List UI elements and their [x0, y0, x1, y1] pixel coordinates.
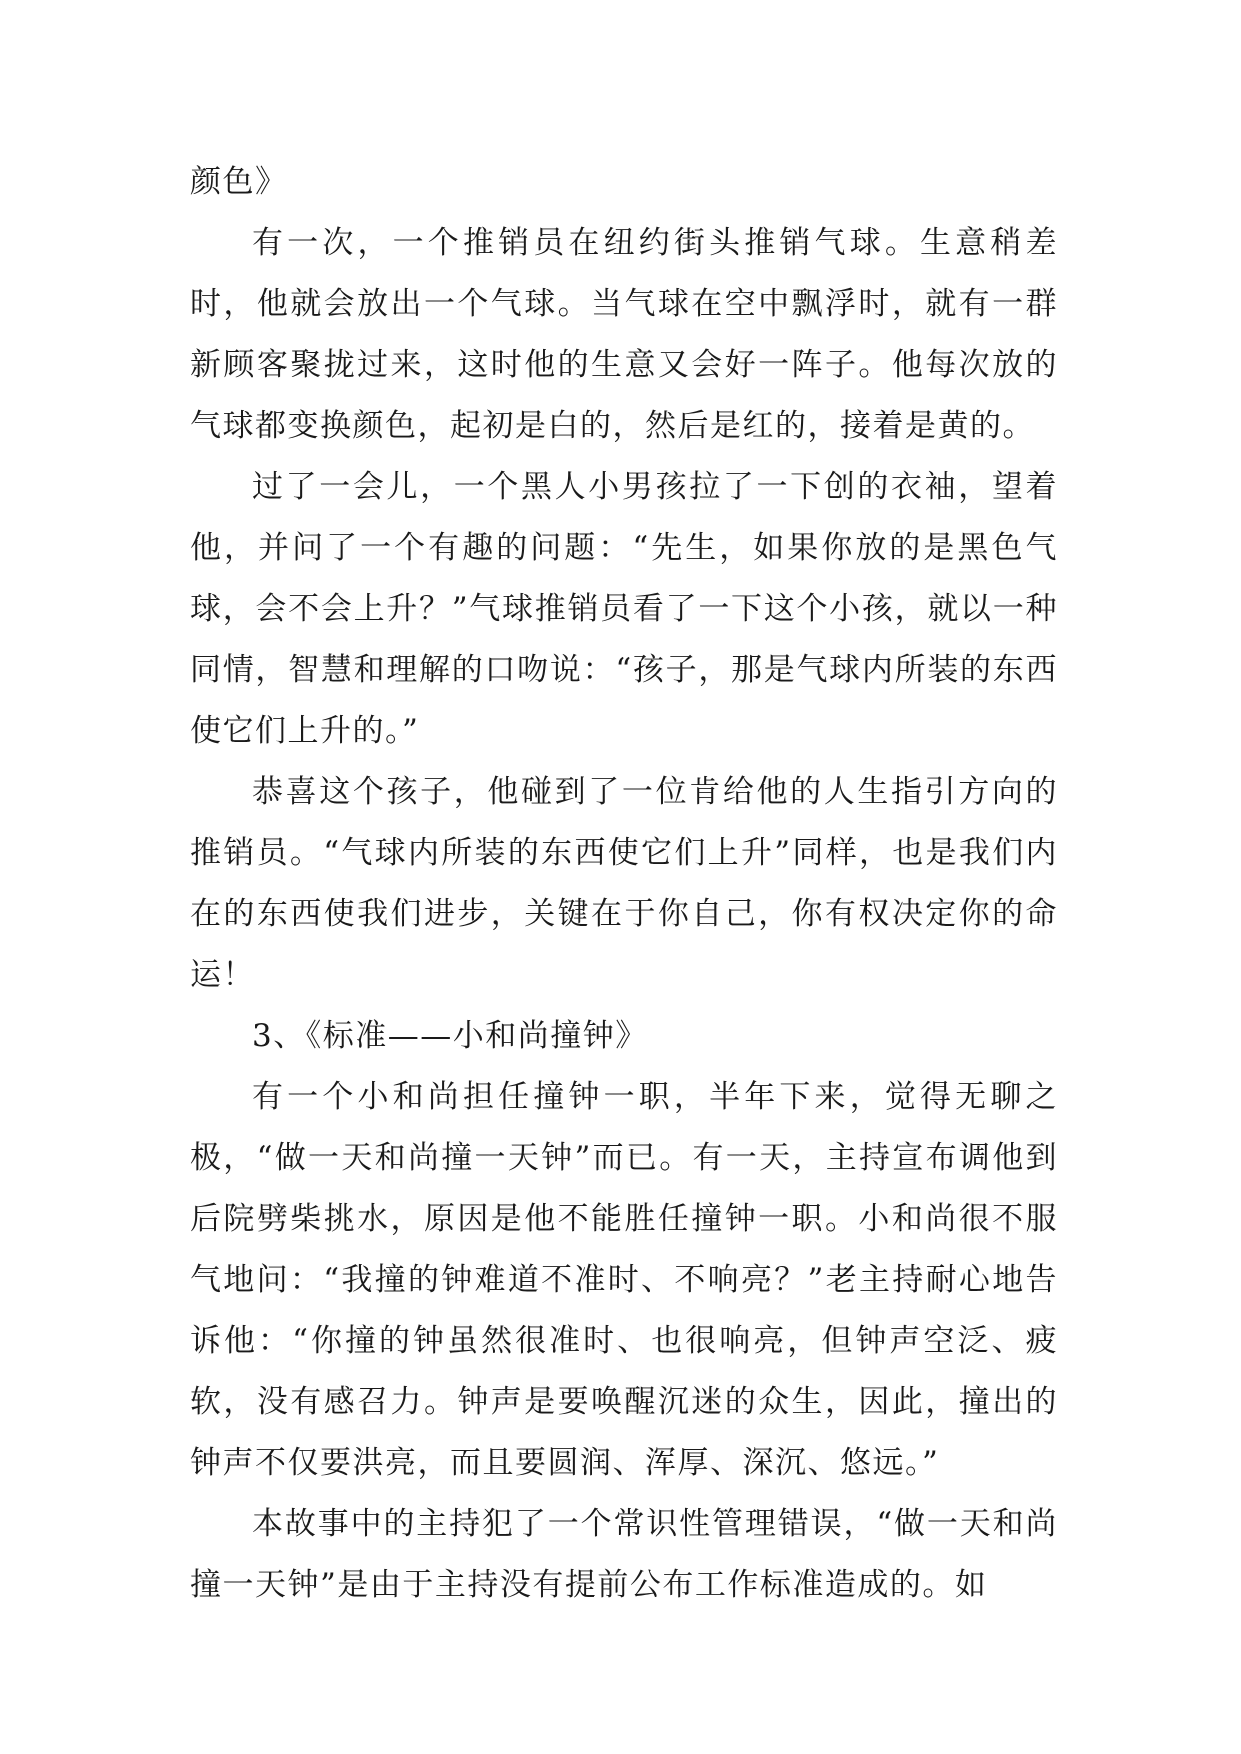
paragraph-continuation-title: 颜色》 [190, 164, 288, 200]
document-body [190, 152, 1058, 1616]
paragraph-balloon-story: 有一次，一个推销员在纽约街头推销气球。生意稍差时，他就会放出一个气球。当气球在空中飘浮时，就有一群新顾客聚拢过来，这时他的生意又会好一阵子。他每次放的气球都变换颜色，起初是白的，然后是红的，接着是黄的。 [190, 225, 1058, 444]
section-heading-standard: 3、《标准——小和尚撞钟》 [252, 1018, 648, 1054]
paragraph-monk-analysis: 本故事中的主持犯了一个常识性管理错误，“做一天和尚撞一天钟”是由于主持没有提前公布工作标准造成的。如 [190, 1506, 1058, 1603]
paragraph-monk-story: 有一个小和尚担任撞钟一职，半年下来，觉得无聊之极，“做一天和尚撞一天钟”而已。有一天，主持宣布调他到后院劈柴挑水，原因是他不能胜任撞钟一职。小和尚很不服气地问：“我撞的钟难道不准时、不响亮？”老主持耐心地告诉他：“你撞的钟虽然很准时、也很响亮，但钟声空泛、疲软，没有感召力。钟声是要唤醒沉迷的众生，因此，撞出的钟声不仅要洪亮，而且要圆润、浑厚、深沉、悠远。” [190, 1079, 1058, 1481]
paragraph-balloon-moral: 恭喜这个孩子，他碰到了一位肯给他的人生指引方向的推销员。“气球内所装的东西使它们上升”同样，也是我们内在的东西使我们进步，关键在于你自己，你有权决定你的命运！ [190, 774, 1058, 993]
paragraph-boy-question: 过了一会儿，一个黑人小男孩拉了一下创的衣袖，望着他，并问了一个有趣的问题：“先生，如果你放的是黑色气球，会不会上升？”气球推销员看了一下这个小孩，就以一种同情，智慧和理解的口吻说：“孩子，那是气球内所装的东西使它们上升的。” [190, 469, 1058, 749]
